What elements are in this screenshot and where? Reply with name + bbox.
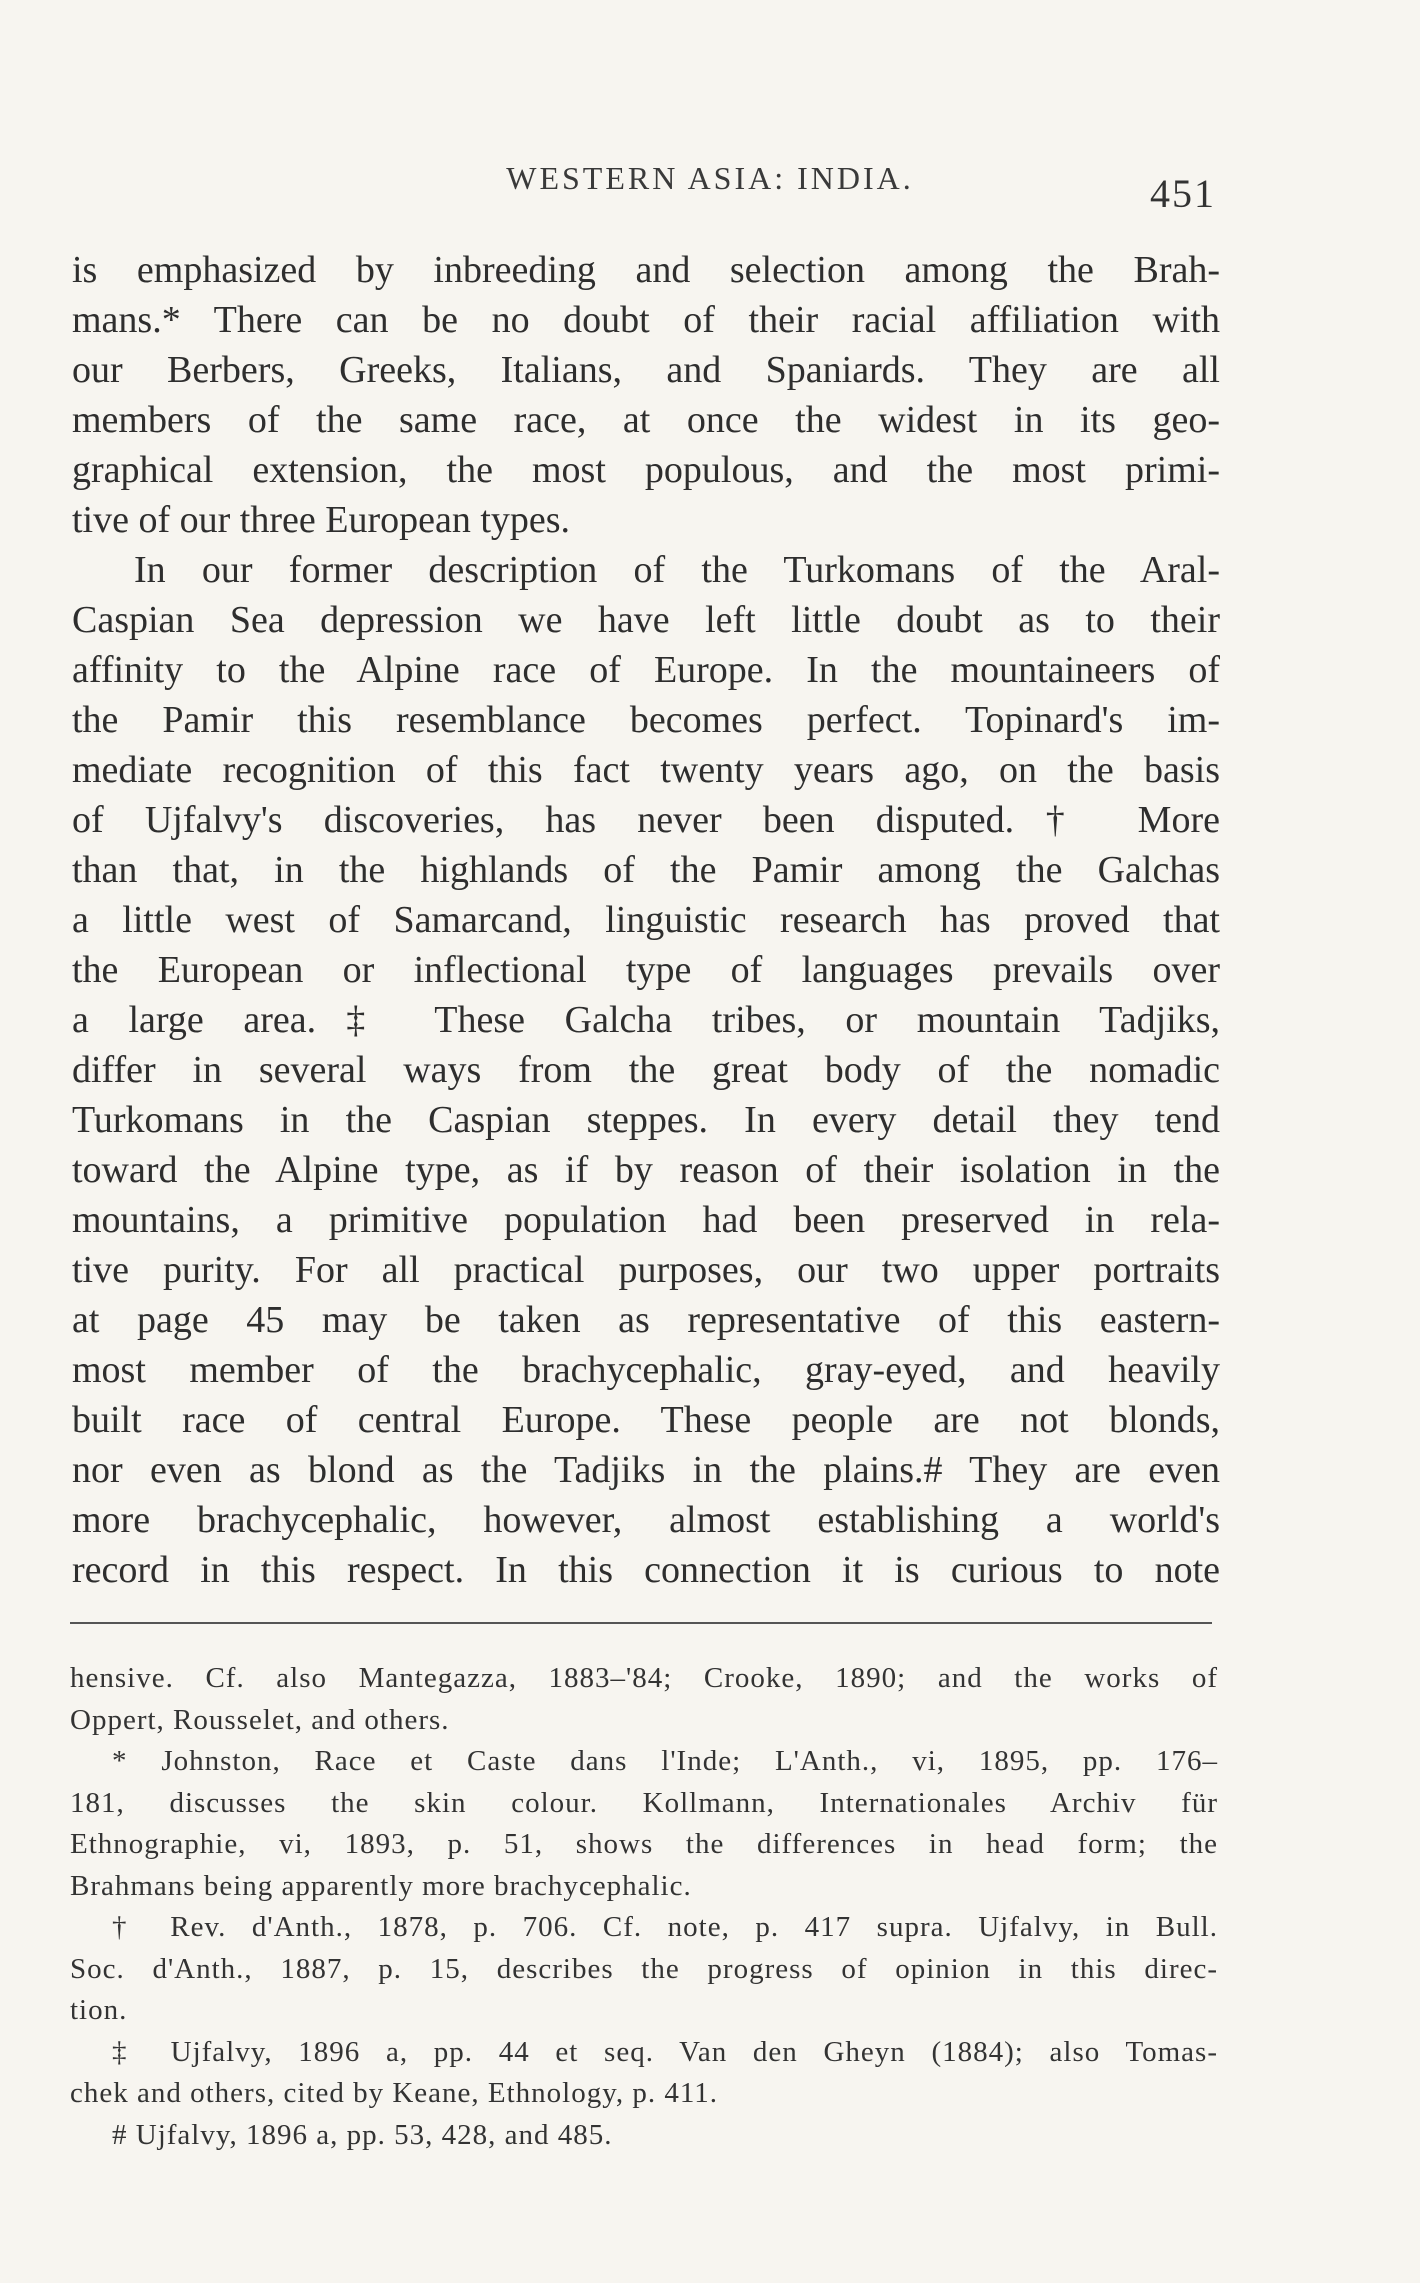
- body-line: record in this respect. In this connection it is curious to note: [72, 1549, 1220, 1591]
- footnote-divider: [70, 1622, 1212, 1624]
- body-line: most member of the brachycephalic, gray-eyed, and heavily: [72, 1349, 1220, 1391]
- body-line: affinity to the Alpine race of Europe. In the mountaineers of: [72, 649, 1220, 691]
- running-title: WESTERN ASIA: INDIA.: [506, 160, 914, 196]
- footnote-line: † Rev. d'Anth., 1878, p. 706. Cf. note, p. 417 supra. Ujfalvy, in Bull.: [112, 1911, 1218, 1943]
- body-line: mountains, a primitive population had been preserved in rela-: [72, 1199, 1220, 1241]
- body-line: built race of central Europe. These people are not blonds,: [72, 1399, 1220, 1441]
- body-line: Caspian Sea depression we have left little doubt as to their: [72, 599, 1220, 641]
- body-line: the Pamir this resemblance becomes perfect. Topinard's im-: [72, 699, 1220, 741]
- body-line: In our former description of the Turkomans of the Aral-: [134, 549, 1220, 591]
- footnote-line: # Ujfalvy, 1896 a, pp. 53, 428, and 485.: [112, 2118, 613, 2151]
- page-number: 451: [1150, 171, 1216, 216]
- body-line: a little west of Samarcand, linguistic research has proved that: [72, 899, 1220, 941]
- body-line: more brachycephalic, however, almost establishing a world's: [72, 1499, 1220, 1541]
- body-line: mediate recognition of this fact twenty years ago, on the basis: [72, 749, 1220, 791]
- body-line: than that, in the highlands of the Pamir among the Galchas: [72, 849, 1220, 891]
- footnote-line: chek and others, cited by Keane, Ethnology, p. 411.: [70, 2077, 719, 2109]
- footnote-line: Ethnographie, vi, 1893, p. 51, shows the differences in head form; the: [70, 1828, 1218, 1860]
- body-line: toward the Alpine type, as if by reason of their isolation in the: [72, 1149, 1220, 1191]
- body-line: Turkomans in the Caspian steppes. In every detail they tend: [72, 1099, 1220, 1141]
- footnote-line: hensive. Cf. also Mantegazza, 1883–'84; Crooke, 1890; and the works of: [70, 1662, 1218, 1694]
- footnote-line: Soc. d'Anth., 1887, p. 15, describes the progress of opinion in this direc-: [70, 1952, 1218, 1985]
- body-line: our Berbers, Greeks, Italians, and Spaniards. They are all: [72, 349, 1220, 391]
- footnote-line: Brahmans being apparently more brachycephalic.: [70, 1869, 692, 1902]
- body-line: tive purity. For all practical purposes, our two upper portraits: [72, 1249, 1220, 1291]
- body-line: the European or inflectional type of languages prevails over: [72, 949, 1220, 991]
- footnotes: [70, 1658, 1218, 2156]
- footnote-line: tion.: [70, 1994, 128, 2026]
- body-line: mans.* There can be no doubt of their racial affiliation with: [72, 299, 1220, 341]
- body-line: graphical extension, the most populous, and the most primi-: [72, 449, 1220, 491]
- body-line: of Ujfalvy's discoveries, has never been disputed.† More: [72, 799, 1220, 841]
- body-line: nor even as blond as the Tadjiks in the plains.# They are even: [72, 1449, 1220, 1491]
- body-line: is emphasized by inbreeding and selection among the Brah-: [72, 249, 1220, 291]
- footnote-line: Oppert, Rousselet, and others.: [70, 1703, 450, 1736]
- body-line: differ in several ways from the great body of the nomadic: [72, 1049, 1220, 1091]
- footnote-line: 181, discusses the skin colour. Kollmann, Internationales Archiv für: [70, 1786, 1218, 1819]
- body-text: [72, 245, 1220, 1595]
- body-line: members of the same race, at once the widest in its geo-: [72, 399, 1220, 441]
- footnote-line: ‡ Ujfalvy, 1896 a, pp. 44 et seq. Van den Gheyn (1884); also Tomas-: [112, 2035, 1218, 2068]
- footnote-line: * Johnston, Race et Caste dans l'Inde; L'Anth., vi, 1895, pp. 176–: [112, 1745, 1218, 1777]
- body-line: at page 45 may be taken as representative of this eastern-: [72, 1299, 1220, 1341]
- body-line: a large area.‡ These Galcha tribes, or mountain Tadjiks,: [72, 999, 1220, 1041]
- body-line: tive of our three European types.: [72, 499, 571, 541]
